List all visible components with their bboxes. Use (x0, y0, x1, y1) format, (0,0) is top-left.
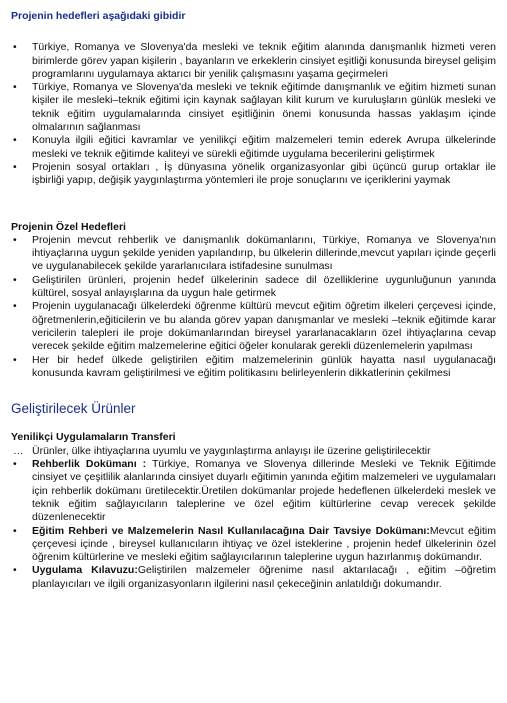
product-title: Uygulama Kılavuzu: (32, 564, 138, 577)
general-goals-heading: Projenin hedefleri aşağıdaki gibidir (11, 10, 186, 22)
products-heading: Geliştirilecek Ürünler (11, 401, 136, 417)
list-item: • Projenin sosyal ortakları , İş dünyasına yönelik organizasyonlar gibi üçüncü gurup ortaklar ile işbirliği yapıp, değişik yaygınlaştırma yöntemleri ile proje sonuçlarını ve içeriklerini yaymak (13, 160, 496, 187)
general-goals-list (11, 41, 496, 187)
bullet-icon: • (13, 353, 17, 366)
specific-goals-list (11, 234, 496, 380)
list-item: • Projenin uygulanacağı ülkelerdeki öğrenme kültürü mevcut eğitim öğretim ilkeleri çerçevesi içinde, öğretmenlerin,eğiticilerin ve bu alanda görev yapan danışmanlar ve mesleki –teknik eğitimde karar vericilerin talepleri ile proje dokümanlarından bireysel yararlanacakların özel ihtiyaçlarına cevap verecek şekilde eğitim malzemelerine eğitici öğeler konularak gerekli düzenlemelerin yapılması (13, 300, 496, 353)
ellipsis-marker: … (13, 444, 24, 457)
product-title: Eğitim Rehberi ve Malzemelerin Nasıl Kullanılacağına Dair Tavsiye Dokümanı: (32, 524, 430, 537)
bullet-icon: • (13, 160, 17, 173)
list-item: • Projenin mevcut rehberlik ve danışmanlık dokümanlarını, Türkiye, Romanya ve Slovenya'nın ihtiyaçlarına uygun şekilde yeniden yapılandırıp, bu ülkelerin dillerinde,mevcut yapıları içinde geçerli ve uygulanabilecek şekilde yararlanıcılara istifadesine sunulması (13, 233, 496, 273)
product-title: Rehberlik Dokümanı : (32, 458, 147, 471)
bullet-icon: • (13, 458, 17, 471)
bullet-icon: • (13, 41, 17, 54)
list-item: • Rehberlik Dokümanı : Türkiye, Romanya ve Slovenya dillerinde Mesleki ve Teknik Eğitimde cinsiyet ve çeşitlilik alanlarında cinsiyet duyarlı eğitimin yanında eğitim malzemeleri ve uygulamaları için rehberlik dokümanı üretilecektir.Üretilen dokümanlar projede hedeflenen ülkelerdeki meslek ve teknik eğitim sağlayıcıların taleplerine ve özel eğitim kültürlerine cevap verecek şekilde düzenlenecektir (13, 458, 496, 524)
specific-goals-heading: Projenin Özel Hedefleri (11, 220, 126, 233)
list-item: • Geliştirilen ürünleri, projenin hedef ülkelerinin sadece dil özelliklerine uygunluğunun yanında kültürel, sosyal anlayışlarına da uygun hale getirmek (13, 273, 496, 300)
bullet-icon: • (13, 81, 17, 94)
products-list (11, 445, 496, 591)
list-item: • Uygulama Kılavuzu:Geliştirilen malzemeler öğrenime nasıl aktarılacağı , eğitim –öğretim planlayıcıları ve ilgili organizasyonların ilgilerini nasıl çekeceğinin anlatıldığı dokumandır. (13, 564, 496, 590)
transfer-heading: Yenilikçi Uygulamaların Transferi (11, 431, 176, 444)
list-item: • Her bir hedef ülkede geliştirilen eğitim malzemelerinin günlük hayatta nasıl uygulanacağı konusunda kavram geliştirilmesi ve eğitim politikasını belirleyenlerin dikkatlerinin çekilmesi (13, 353, 496, 379)
list-item: • Eğitim Rehberi ve Malzemelerin Nasıl Kullanılacağına Dair Tavsiye Dokümanı:Mevcut eğitim çerçevesi içinde , bireysel kullanıcıların ihtiyaç ve özel isteklerine , projenin hedef ülkelerinin özel öğrenim kültürlerine ve mesleki eğitim sağlayıcılarının taleplerine uygun hazırlanmış dokümandır. (13, 524, 496, 564)
bullet-icon: • (13, 300, 17, 313)
list-item: • Türkiye, Romanya ve Slovenya'da mesleki ve teknik eğitim alanında danışmanlık hizmeti veren birimlerde görev yapan kişilerin , bayanların ve erkeklerin cinsiyet eşitliği konusunda bireysel gelişim programlarını uygulamaya aktarıcı bir yenilik çalışmasını yaşama geçirmeleri (13, 41, 496, 80)
bullet-icon: • (13, 524, 17, 537)
list-item: • Türkiye, Romanya ve Slovenya'da mesleki ve teknik eğitimde danışmanlık ve eğitim hizmeti sunan kişiler ile mesleki–teknik eğitimi için kaynak sağlayan kilit kurum ve kuruluşların günlük mesleki ve teknik eğitim uygulamalarında cinsiyet eşitliğinin önemi konusunda hassas yaklaşım içinde olmalarının sağlanması (13, 81, 496, 134)
list-item: • Konuyla ilgili eğitici kavramlar ve yenilikçi eğitim malzemeleri temin ederek Avrupa ülkelerinde mesleki ve teknik eğitimde kaliteyi ve sürekli eğitimde uygulama becerilerini geliştirmek (13, 134, 496, 160)
bullet-icon: • (13, 134, 17, 147)
bullet-icon: • (13, 273, 17, 286)
list-item: … Ürünler, ülke ihtiyaçlarına uyumlu ve yaygınlaştırma anlayışı ile üzerine geliştirilecektir (13, 444, 431, 457)
bullet-icon: • (13, 564, 17, 577)
bullet-icon: • (13, 233, 17, 246)
